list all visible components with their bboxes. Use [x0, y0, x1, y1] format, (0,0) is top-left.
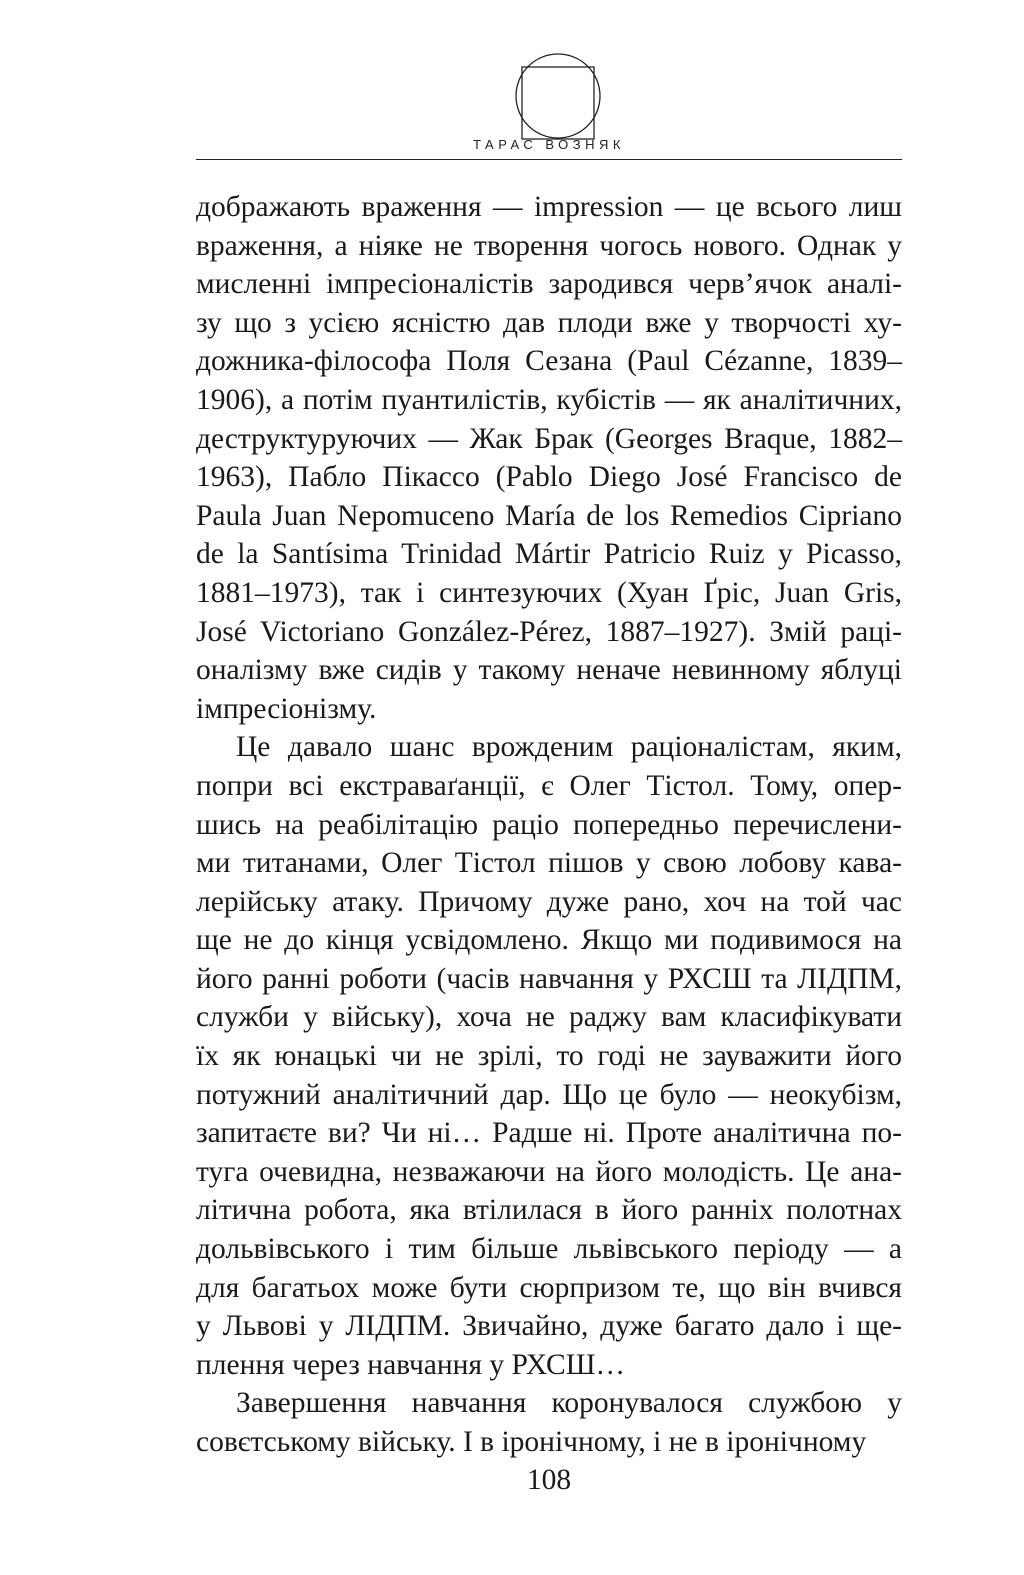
header-rule [196, 159, 902, 160]
text-line: попри всі екстраваґанції, є Олег Тістол. Тому, опер- [196, 769, 902, 802]
page-number: 108 [526, 1464, 572, 1496]
text-line: José Victoriano González-Pérez, 1887–1927). Змій раці- [196, 615, 902, 648]
text-line: совєтському війську. І в іронічному, і не в іронічному [196, 1426, 867, 1458]
paragraph [196, 188, 902, 728]
text-line: літична робота, яка втілилася в його ранніх полотнах [196, 1194, 902, 1227]
text-line: 1881–1973), так і синтезуючих (Хуан Ґріс, Juan Gris, [196, 576, 902, 609]
text-line: у Львові у ЛІДПМ. Звичайно, дуже багато дало і ще- [196, 1310, 902, 1343]
text-line: імпресіонізму. [196, 692, 377, 725]
text-line: враження, а ніяке не творення чогось нового. Однак у [196, 229, 902, 262]
text-line: дольвівського і тим більше львівського періоду — а [196, 1233, 902, 1266]
paragraph [196, 728, 902, 1384]
text-line: служби у війську), хоча не раджу вам класифікувати [196, 1001, 902, 1034]
text-line: ми титанами, Олег Тістол пішов у свою лобову кава- [196, 847, 902, 880]
paragraph [196, 1384, 902, 1461]
text-line: його ранні роботи (часів навчання у РХСШ та ЛІДПМ, [196, 962, 902, 995]
text-line: їх як юнацькі чи не зрілі, то годі не зауважити його [196, 1040, 902, 1073]
text-line: туга очевидна, незважаючи на його молодість. Це ана- [196, 1155, 902, 1188]
text-line: для багатьох може бути сюрпризом те, що він вчився [196, 1271, 902, 1304]
text-line: зу що з усією ясністю дав плоди вже у творчості ху- [196, 306, 902, 339]
body-text [196, 188, 902, 1462]
text-line: дожника-філософа Поля Сезана (Paul Cézanne, 1839– [196, 345, 902, 378]
circle-square-emblem-icon [512, 50, 604, 142]
text-line: шись на реабілітацію раціо попередньо перечислени- [196, 808, 902, 841]
text-line: запитаєте ви? Чи ні… Радше ні. Проте аналітична по- [196, 1117, 902, 1150]
text-line: Paula Juan Nepomuceno María de los Remedios Cipriano [196, 499, 902, 532]
text-line: 1906), а потім пуантилістів, кубістів — як аналітичних, [196, 383, 902, 416]
text-line: оналізму вже сидів у такому неначе невинному яблуці [196, 654, 902, 687]
text-line: мисленні імпресіоналістів зародився черв’ячок аналі- [196, 268, 902, 301]
text-line: ще не до кінця усвідомлено. Якщо ми подивимося на [196, 924, 902, 957]
running-header: ТАРАС ВОЗНЯК [473, 137, 625, 152]
text-line: деструктуруючих — Жак Брак (Georges Braque, 1882– [196, 422, 902, 455]
text-line: дображають враження — impression — це всього лиш [196, 191, 902, 223]
text-line: плення через навчання у РХСШ… [196, 1348, 625, 1381]
text-line: лерійську атаку. Причому дуже рано, хоч на той час [196, 885, 902, 918]
text-line: 1963), Пабло Пікассо (Pablo Diego José Francisco de [196, 461, 902, 494]
text-line: de la Santísima Trinidad Mártir Patricio Ruiz y Picasso, [196, 538, 902, 571]
text-line: Завершення навчання коронувалося службою у [236, 1387, 902, 1420]
text-line: Це давало шанс врожденим раціоналістам, яким, [236, 731, 902, 764]
text-line: потужний аналітичний дар. Що це було — неокубізм, [196, 1078, 902, 1111]
